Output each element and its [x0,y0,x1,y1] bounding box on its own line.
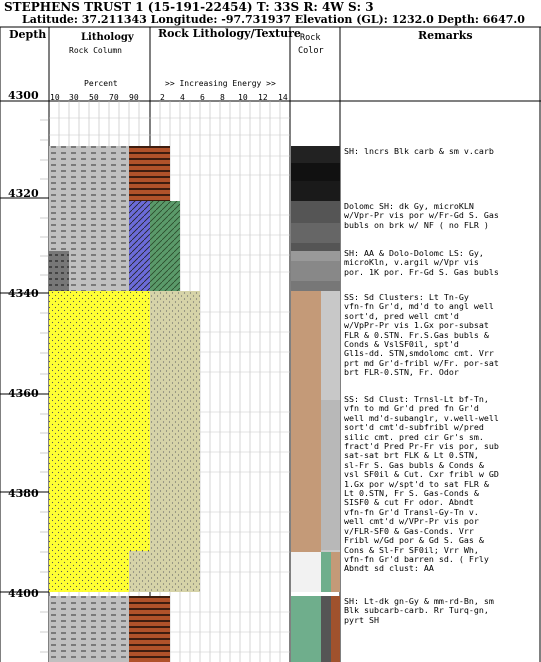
depth-header: Depth [9,28,47,41]
lithology-header: Lithology [81,32,134,43]
percent-tick: 50 [89,93,99,102]
remark-block: SS: Sd Clusters: Lt Tn-Gy vfn-fn Gr'd, md'd to angl well sort'd, pred well cmt'd w/VpPr-Pr vis 1.Gx por-subsat FLR & 0.STN. Fr.S.Gas bubls & Conds & VslSF0il, spt'd Gl1s-dd. STN,smdolomc cmt. Vrr prt md Gr'd-fribl w/Fr. por-sat brt FLR-0.STN, Fr. Odor [344,292,499,378]
percent-label: Percent [84,79,118,88]
tex-carb-lower [150,596,170,662]
remark-block: Dolomc SH: dk Gy, microKLN w/Vpr-Pr vis por w/Fr-Gd S. Gas bubls on brk w/ NF ( no FLR ) [344,201,499,230]
energy-tick: 12 [258,93,268,102]
depth-label: 4360 [8,387,39,400]
energy-label: >> Increasing Energy >> [165,79,276,88]
energy-tick: 2 [160,93,165,102]
energy-tick: 10 [238,93,248,102]
lith-shale-mid [69,251,129,291]
well-location: Latitude: 37.211343 Longitude: -97.731937 Elevation (GL): 1232.0 Depth: 6647.0 [22,13,525,26]
lith-dark-shale [49,251,69,291]
rock-column-label: Rock Column [69,46,122,55]
depth-label: 4340 [8,287,39,300]
remark-block: SH: Lt-dk gn-Gy & mm-rd-Bn, sm Blk subcarb-carb. Rr Turq-gn, pyrt SH [344,596,494,625]
energy-tick: 6 [200,93,205,102]
lith-sand-barren [129,551,150,592]
texture-header: Rock Lithology/Texture [158,27,301,40]
remark-block: SH: lncrs Blk carb & sm v.carb [344,146,494,156]
tex-sandstone [150,291,200,592]
rock-color-header-1: Rock [300,33,321,43]
energy-tick: 4 [180,93,185,102]
depth-label: 4400 [8,587,39,600]
energy-tick: 8 [220,93,225,102]
percent-tick: 30 [69,93,79,102]
tex-carb [150,146,170,201]
lith-sandstone-edge [129,291,150,551]
depth-label: 4380 [8,487,39,500]
percent-tick: 70 [109,93,119,102]
remarks-header: Remarks [418,29,473,42]
rock-color-column [291,146,340,662]
rock-color-header-2: Color [298,46,324,56]
remark-block: SS: Sd Clust: Trnsl-Lt bf-Tn, vfn to md Gr'd pred fn Gr'd well md'd-subanglr, v.well-well sort'd cmt'd-subfribl w/pred silic cmt. pred cir Gr's sm. fract'd Pred Pr-Fr vis por, sub sat-sat brt FLK & Lt 0.STN, sl-Fr S. Gas bubls & Conds & vsl SF0il & Cut. Cxr fribl w GD 1.Gx por w/spt'd to sat FLR & Lt 0.STN, Fr S. Gas-Conds & SISF0 & cut Fr odor. Abndt vfn-fn Gr'd Transl-Gy-Tn v. well cmt'd w/VPr-Pr vis por v/FLR-SF0 & Gas-Conds. Vrr Fribl w/Gd por & Gd S. Gas & Cons & Sl-Fr SF0il; Vrr Wh, vfn-fn Gr'd barren sd. ( Frly Abndt sd clust: AA [344,394,499,574]
energy-tick: 14 [278,93,288,102]
lith-dolomite [129,201,150,291]
well-title: STEPHENS TRUST 1 (15-191-22454) T: 33S R: 4W S: 3 [4,0,374,14]
lith-sandstone [49,291,129,592]
lith-shale-upper [49,146,129,251]
depth-label: 4300 [8,89,39,102]
depth-label: 4320 [8,187,39,200]
tex-dolomite [150,201,180,291]
percent-tick: 90 [129,93,139,102]
remark-block: SH: AA & Dolo-Dolomc LS: Gy, microKln, v.argil w/Vpr vis por. 1K por. Fr-Gd S. Gas bubls [344,248,499,277]
lith-carb-shale [129,146,150,201]
percent-tick: 10 [50,93,60,102]
lith-shale-lower [49,596,129,662]
lith-carb-lower [129,596,150,662]
